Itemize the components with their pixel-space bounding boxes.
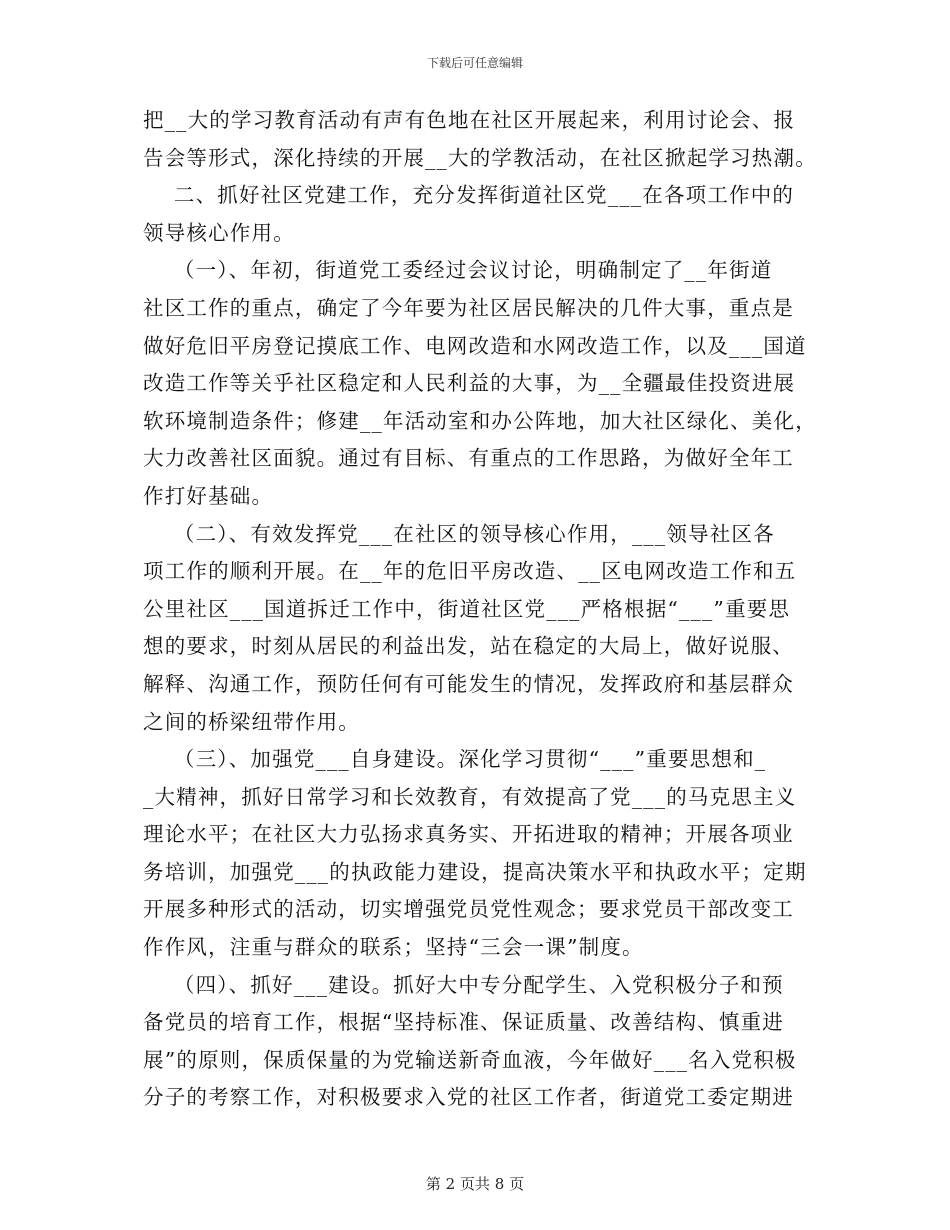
body-line: 理论水平；在社区大力弘扬求真务实、开拓进取的精神；开展各项业: [143, 822, 794, 847]
body-line: 解释、沟通工作，预防任何有可能发生的情况，发挥政府和基层群众: [143, 671, 794, 696]
body-line: 分子的考察工作，对积极要求入党的社区工作者，街道党工委定期进: [143, 1085, 794, 1110]
document-body: [143, 102, 817, 1117]
body-line: 务培训，加强党___的执政能力建设，提高决策水平和执政水平；定期: [143, 859, 807, 884]
body-line: 领导核心作用。: [143, 220, 295, 245]
body-line: 开展多种形式的活动，切实增强党员党性观念；要求党员干部改变工: [143, 897, 794, 922]
body-line: 二、抓好社区党建工作，充分发挥街道社区党___在各项工作中的: [143, 183, 795, 208]
body-line: （三）、加强党___自身建设。深化学习贯彻“___”重要思想和_: [143, 747, 767, 772]
body-line: 做好危旧平房登记摸底工作、电网改造和水网改造工作，以及___国道: [143, 333, 807, 358]
body-line: 想的要求，时刻从居民的利益出发，站在稳定的大局上，做好说服、: [143, 634, 794, 659]
body-line: （一）、年初，街道党工委经过会议讨论，明确制定了__年街道: [143, 258, 773, 283]
page-number-footer: 第 2 页共 8 页: [425, 1175, 525, 1193]
body-line: 公里社区___国道拆迁工作中，街道社区党___严格根据“___”重要思: [143, 596, 791, 621]
body-line: 作打好基础。: [143, 483, 274, 508]
body-line: 告会等形式，深化持续的开展__大的学教活动，在社区掀起学习热潮。: [143, 145, 817, 170]
body-line: _大精神，抓好日常学习和长效教育，有效提高了党___的马克思主义: [143, 784, 797, 809]
body-line: 展”的原则，保质保量的为党输送新奇血液，今年做好___名入党积极: [143, 1047, 797, 1072]
body-line: 软环境制造条件；修建__年活动室和办公阵地，加大社区绿化、美化，: [143, 408, 817, 433]
body-line: （二）、有效发挥党___在社区的领导核心作用，___领导社区各: [143, 521, 775, 546]
body-line: 大力改善社区面貌。通过有目标、有重点的工作思路，为做好全年工: [143, 446, 794, 471]
page-header: 下载后可任意编辑: [426, 56, 523, 70]
body-line: 作作风，注重与群众的联系；坚持“三会一课”制度。: [143, 935, 644, 960]
body-line: （四）、抓好___建设。抓好大中专分配学生、入党积极分子和预: [143, 972, 784, 997]
body-line: 项工作的顺利开展。在__年的危旧平房改造、__区电网改造工作和五: [143, 559, 797, 584]
body-line: 社区工作的重点，确定了今年要为社区居民解决的几件大事，重点是: [143, 295, 794, 320]
body-line: 把__大的学习教育活动有声有色地在社区开展起来，利用讨论会、报: [143, 108, 796, 132]
body-line: 改造工作等关乎社区稳定和人民利益的大事，为__全疆最佳投资进展: [143, 371, 796, 396]
body-line: 之间的桥梁纽带作用。: [143, 709, 360, 734]
body-line: 备党员的培育工作，根据“坚持标准、保证质量、改善结构、慎重进: [143, 1010, 784, 1035]
